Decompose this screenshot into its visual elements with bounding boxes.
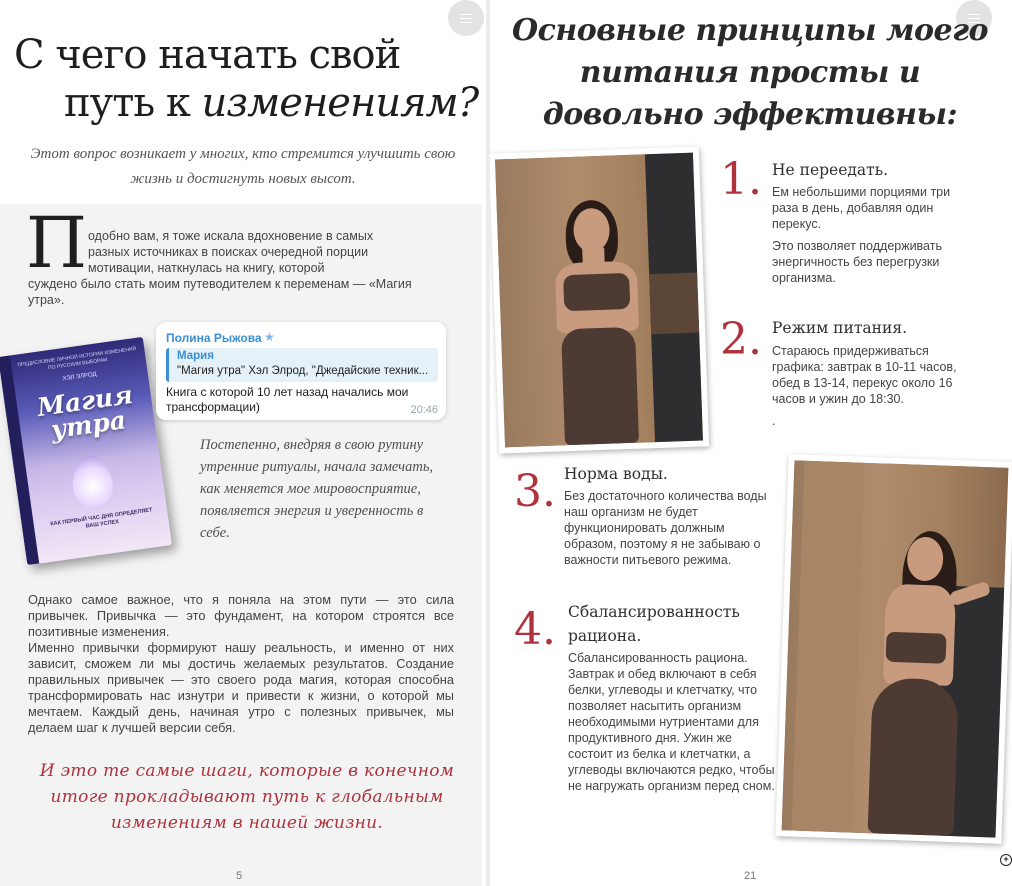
- photo-oven: [649, 273, 699, 335]
- photo-inner: [495, 153, 703, 448]
- principle-1-text: [772, 184, 972, 292]
- intro-text-rest: суждено было стать моим путеводителем к переменам — «Магия утра».: [28, 277, 412, 307]
- page-title-line2: [64, 80, 478, 126]
- photo-top: [886, 632, 947, 664]
- chat-timestamp: 20:46: [410, 404, 438, 416]
- page-number-right: 21: [744, 870, 757, 882]
- body-paragraph-1: Однако самое важное, что я поняла на этом пути — это сила привычек. Привычка — это фундамент, на котором строятся все позитивные изменения.: [28, 592, 454, 639]
- book-title: Магия утра: [35, 379, 135, 445]
- menu-button-left[interactable]: [448, 0, 484, 36]
- chat-message-text: Книга с которой 10 лет назад начались мои трансформации): [166, 385, 409, 414]
- drop-icon: [69, 453, 116, 510]
- principle-4-number: 4.: [514, 604, 556, 655]
- chat-reply-quote: [166, 348, 438, 382]
- principle-1-number: 1.: [720, 154, 762, 205]
- photo-standing-front: [490, 146, 709, 453]
- principle-3-number: 3.: [514, 466, 556, 517]
- chat-sender: Полина Рыжова: [166, 331, 262, 345]
- book-subtitle: КАК ПЕРВЫЙ ЧАС ДНЯ ОПРЕДЕЛЯЕТ ВАШ УСПЕХ: [50, 507, 153, 530]
- title-italic: изменениям?: [201, 80, 479, 126]
- title-plain: путь к: [64, 80, 202, 126]
- photo-inner: [782, 460, 1009, 837]
- principle-2-paragraph-2: .: [772, 414, 776, 428]
- principle-4-paragraph-1: Сбалансированность рациона. Завтрак и обед включают в себя белки, углеводы и клетчатку, что позволяет насытить организм необходимыми нутриентами для продуктивного дня. Ужин же состоит из белка и клетчатки, а углеводы включаются редко, чтобы не нагружать организм перед сном.: [568, 651, 775, 793]
- photo-leggings: [868, 677, 959, 836]
- principle-2-text: [772, 343, 974, 435]
- chat-quote-name: Мария: [177, 350, 214, 362]
- page-number-left: 5: [236, 870, 243, 882]
- page-title-line1: С чего начать свой: [14, 32, 401, 78]
- principle-2-paragraph-1: Стараюсь придерживаться графика: завтрак в 10-11 часов, обед в 13-14, перекус около 16 часов и ужин до 18:30.: [772, 344, 957, 406]
- body-text: [28, 592, 454, 736]
- intro-text-first: одобно вам, я тоже искала вдохновение в самых разных источниках в поисках очередной порции мотивации, наткнулась на книгу, которой: [88, 229, 374, 275]
- chat-quote-text: "Магия утра" Хэл Элрод, "Джедайские техник...: [177, 365, 429, 377]
- principle-4-text: [568, 650, 776, 800]
- menu-icon: [460, 18, 472, 19]
- zoom-icon[interactable]: +: [1000, 854, 1012, 866]
- principle-3-text: [564, 488, 768, 574]
- principle-1-paragraph-1: Ем небольшими порциями три раза в день, добавляя один перекус.: [772, 185, 951, 231]
- principle-3-heading: Норма воды.: [564, 465, 668, 483]
- italic-note: Постепенно, внедряя в свою рутину утренние ритуалы, начала замечать, как меняется мое мировосприятие, появляется энергия и уверенность в себе.: [200, 437, 434, 541]
- principle-3-paragraph-1: Без достаточного количества воды наш организм не будет функционировать должным образом, поэтому я не забываю о важности питьевого режима.: [564, 489, 767, 567]
- principle-1-heading: Не переедать.: [772, 161, 889, 179]
- book-author: ХЭЛ ЭЛРОД: [62, 371, 97, 383]
- photo-top: [563, 273, 630, 311]
- body-paragraph-2: Именно привычки формируют нашу реальность, и именно от них зависит, сможем ли мы достичь желаемых результатов. Создание правильных привычек — это своего рода магия, которая способна трансформировать нас изнутри и привести к жизни, о которой мы мечтаем. Каждый день, начиная утро с полезных привычек, мы делаем шаг к лучшей версии себя.: [28, 640, 454, 735]
- principle-1-paragraph-2: Это позволяет поддерживать энергичность без перегрузки организма.: [772, 239, 942, 285]
- principle-4-heading: Сбалансированность рациона.: [568, 603, 740, 645]
- principle-2-heading: Режим питания.: [772, 319, 908, 337]
- book-cover-image: [0, 337, 172, 565]
- photo-leggings: [561, 327, 639, 446]
- principle-2-number: 2.: [720, 314, 762, 365]
- left-page: [0, 0, 486, 886]
- right-page: [490, 0, 1012, 886]
- star-icon: ★: [264, 330, 275, 344]
- photo-standing-back: [775, 454, 1012, 844]
- right-page-title: Основные принципы моего питания просты и довольно эффективны:: [511, 13, 989, 132]
- handwritten-quote: И это те самые шаги, которые в конечном итоге прокладывают путь к глобальным изменениям в нашей жизни.: [39, 761, 455, 833]
- page-subtitle: Этот вопрос возникает у многих, кто стремится улучшить свою жизнь и достигнуть новых высот.: [30, 146, 456, 187]
- book-top-text: ПРЕДИСЛОВИЕ ЛИЧНОЙ ИСТОРИИ ИЗМЕНЕНИЙ ПО РУССКИМ ВЫБОРАМ: [17, 345, 137, 372]
- drop-cap: П: [26, 202, 88, 284]
- chat-message-screenshot: [156, 322, 446, 420]
